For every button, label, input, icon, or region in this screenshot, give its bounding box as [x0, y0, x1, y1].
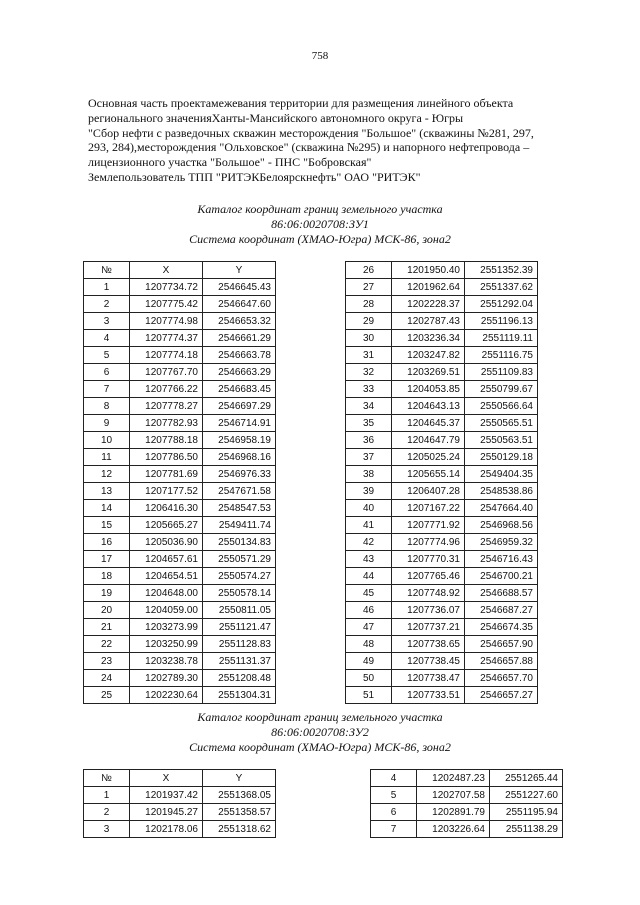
point-number-cell: 16: [84, 534, 130, 551]
y-coordinate-cell: 2546968.56: [465, 517, 538, 534]
point-number-cell: 30: [346, 330, 392, 347]
x-coordinate-cell: 1207737.21: [392, 619, 465, 636]
table-row: [346, 619, 538, 636]
point-number-cell: 44: [346, 568, 392, 585]
table-row: [346, 398, 538, 415]
y-coordinate-cell: 2551109.83: [465, 364, 538, 381]
point-number-cell: 24: [84, 670, 130, 687]
y-coordinate-cell: 2546700.21: [465, 568, 538, 585]
point-number-cell: 12: [84, 466, 130, 483]
y-coordinate-cell: 2551131.37: [203, 653, 276, 670]
x-coordinate-cell: 1204654.51: [130, 568, 203, 585]
x-coordinate-cell: 1202707.58: [417, 787, 490, 804]
x-coordinate-cell: 1203236.34: [392, 330, 465, 347]
y-coordinate-cell: 2550563.51: [465, 432, 538, 449]
table-row: [346, 347, 538, 364]
point-number-cell: 4: [371, 770, 417, 787]
point-number-cell: 40: [346, 500, 392, 517]
y-coordinate-cell: 2546645.43: [203, 279, 276, 296]
col-y-header: Y: [203, 262, 276, 279]
table-row: [346, 585, 538, 602]
table-row: [84, 534, 276, 551]
table-row: [84, 398, 276, 415]
catalog1-table-right: [345, 261, 538, 704]
y-coordinate-cell: 2551128.83: [203, 636, 276, 653]
table-row: [84, 670, 276, 687]
table-row: [346, 568, 538, 585]
y-coordinate-cell: 2546657.88: [465, 653, 538, 670]
y-coordinate-cell: 2547671.58: [203, 483, 276, 500]
table-row: [84, 466, 276, 483]
point-number-cell: 29: [346, 313, 392, 330]
point-number-cell: 4: [84, 330, 130, 347]
table-row: [84, 500, 276, 517]
x-coordinate-cell: 1207774.18: [130, 347, 203, 364]
x-coordinate-cell: 1207781.69: [130, 466, 203, 483]
x-coordinate-cell: 1207775.42: [130, 296, 203, 313]
y-coordinate-cell: 2551337.62: [465, 279, 538, 296]
table-row: [84, 636, 276, 653]
catalog1-table-left: [83, 261, 276, 704]
intro-line: регионального значенияХанты-Мансийского автономного округа - Югры: [88, 110, 464, 125]
table-row: [346, 449, 538, 466]
y-coordinate-cell: 2550129.18: [465, 449, 538, 466]
point-number-cell: 20: [84, 602, 130, 619]
caption-coord-system: Система координат (ХМАО-Югра) МСК-86, зона2: [189, 232, 451, 246]
x-coordinate-cell: 1202487.23: [417, 770, 490, 787]
point-number-cell: 37: [346, 449, 392, 466]
point-number-cell: 19: [84, 585, 130, 602]
table-row: [346, 687, 538, 704]
caption-title: Каталог координат границ земельного участка: [197, 710, 443, 724]
x-coordinate-cell: 1207788.18: [130, 432, 203, 449]
point-number-cell: 50: [346, 670, 392, 687]
x-coordinate-cell: 1203269.51: [392, 364, 465, 381]
table-row: [346, 517, 538, 534]
intro-line: лицензионного участка "Большое" - ПНС "Бобровская": [88, 155, 372, 170]
y-coordinate-cell: 2546697.29: [203, 398, 276, 415]
table-row: [84, 296, 276, 313]
table-row: [371, 787, 563, 804]
table-header-row: [84, 770, 276, 787]
table-row: [84, 687, 276, 704]
x-coordinate-cell: 1207738.65: [392, 636, 465, 653]
point-number-cell: 35: [346, 415, 392, 432]
y-coordinate-cell: 2546657.90: [465, 636, 538, 653]
table-header-row: [84, 262, 276, 279]
table-row: [84, 347, 276, 364]
y-coordinate-cell: 2546968.16: [203, 449, 276, 466]
table-row: [371, 821, 563, 838]
col-number-header: №: [84, 770, 130, 787]
x-coordinate-cell: 1207774.37: [130, 330, 203, 347]
table-row: [84, 568, 276, 585]
point-number-cell: 46: [346, 602, 392, 619]
y-coordinate-cell: 2550799.67: [465, 381, 538, 398]
y-coordinate-cell: 2546657.70: [465, 670, 538, 687]
x-coordinate-cell: 1203273.99: [130, 619, 203, 636]
y-coordinate-cell: 2551196.13: [465, 313, 538, 330]
table-row: [346, 296, 538, 313]
table-row: [84, 313, 276, 330]
table-row: [84, 279, 276, 296]
point-number-cell: 42: [346, 534, 392, 551]
x-coordinate-cell: 1203250.99: [130, 636, 203, 653]
x-coordinate-cell: 1207748.92: [392, 585, 465, 602]
table-row: [84, 602, 276, 619]
x-coordinate-cell: 1203226.64: [417, 821, 490, 838]
point-number-cell: 33: [346, 381, 392, 398]
y-coordinate-cell: 2546663.29: [203, 364, 276, 381]
y-coordinate-cell: 2550578.14: [203, 585, 276, 602]
point-number-cell: 9: [84, 415, 130, 432]
y-coordinate-cell: 2550571.29: [203, 551, 276, 568]
col-y-header: Y: [203, 770, 276, 787]
x-coordinate-cell: 1207736.07: [392, 602, 465, 619]
caption-title: Каталог координат границ земельного участка: [197, 202, 443, 216]
point-number-cell: 32: [346, 364, 392, 381]
table-row: [346, 466, 538, 483]
x-coordinate-cell: 1207733.51: [392, 687, 465, 704]
intro-text: [88, 96, 558, 185]
point-number-cell: 45: [346, 585, 392, 602]
point-number-cell: 6: [84, 364, 130, 381]
table-row: [346, 262, 538, 279]
y-coordinate-cell: 2551208.48: [203, 670, 276, 687]
x-coordinate-cell: 1202230.64: [130, 687, 203, 704]
page-number: 758: [311, 50, 329, 62]
x-coordinate-cell: 1207770.31: [392, 551, 465, 568]
point-number-cell: 36: [346, 432, 392, 449]
x-coordinate-cell: 1204647.79: [392, 432, 465, 449]
x-coordinate-cell: 1207734.72: [130, 279, 203, 296]
y-coordinate-cell: 2549411.74: [203, 517, 276, 534]
y-coordinate-cell: 2551227.60: [490, 787, 563, 804]
y-coordinate-cell: 2551368.05: [203, 787, 276, 804]
point-number-cell: 27: [346, 279, 392, 296]
point-number-cell: 13: [84, 483, 130, 500]
table-row: [346, 279, 538, 296]
table-row: [84, 653, 276, 670]
y-coordinate-cell: 2546683.45: [203, 381, 276, 398]
y-coordinate-cell: 2551292.04: [465, 296, 538, 313]
table-row: [346, 670, 538, 687]
y-coordinate-cell: 2551116.75: [465, 347, 538, 364]
y-coordinate-cell: 2548538.86: [465, 483, 538, 500]
caption-parcel-id: 86:06:0020708:ЗУ1: [271, 217, 369, 231]
point-number-cell: 14: [84, 500, 130, 517]
x-coordinate-cell: 1207771.92: [392, 517, 465, 534]
point-number-cell: 21: [84, 619, 130, 636]
x-coordinate-cell: 1204643.13: [392, 398, 465, 415]
y-coordinate-cell: 2549404.35: [465, 466, 538, 483]
intro-line: Землепользователь ТПП "РИТЭКБелоярскнефть" ОАО "РИТЭК": [88, 169, 421, 184]
x-coordinate-cell: 1201950.40: [392, 262, 465, 279]
point-number-cell: 31: [346, 347, 392, 364]
y-coordinate-cell: 2548547.53: [203, 500, 276, 517]
table-row: [346, 330, 538, 347]
x-coordinate-cell: 1202787.43: [392, 313, 465, 330]
x-coordinate-cell: 1207782.93: [130, 415, 203, 432]
point-number-cell: 38: [346, 466, 392, 483]
point-number-cell: 25: [84, 687, 130, 704]
point-number-cell: 18: [84, 568, 130, 585]
col-x-header: X: [130, 262, 203, 279]
table-row: [84, 449, 276, 466]
point-number-cell: 7: [84, 381, 130, 398]
table-row: [346, 381, 538, 398]
x-coordinate-cell: 1207774.98: [130, 313, 203, 330]
table-row: [84, 381, 276, 398]
x-coordinate-cell: 1207167.22: [392, 500, 465, 517]
table-row: [84, 364, 276, 381]
y-coordinate-cell: 2550566.64: [465, 398, 538, 415]
x-coordinate-cell: 1207738.45: [392, 653, 465, 670]
x-coordinate-cell: 1205025.24: [392, 449, 465, 466]
table-row: [84, 483, 276, 500]
x-coordinate-cell: 1202891.79: [417, 804, 490, 821]
table-row: [84, 787, 276, 804]
y-coordinate-cell: 2551358.57: [203, 804, 276, 821]
y-coordinate-cell: 2546647.60: [203, 296, 276, 313]
caption-coord-system: Система координат (ХМАО-Югра) МСК-86, зона2: [189, 740, 451, 754]
x-coordinate-cell: 1204657.61: [130, 551, 203, 568]
y-coordinate-cell: 2547664.40: [465, 500, 538, 517]
table-row: [371, 770, 563, 787]
x-coordinate-cell: 1205655.14: [392, 466, 465, 483]
x-coordinate-cell: 1201937.42: [130, 787, 203, 804]
x-coordinate-cell: 1207778.27: [130, 398, 203, 415]
y-coordinate-cell: 2546663.78: [203, 347, 276, 364]
table-row: [346, 432, 538, 449]
x-coordinate-cell: 1205665.27: [130, 517, 203, 534]
x-coordinate-cell: 1206407.28: [392, 483, 465, 500]
point-number-cell: 5: [84, 347, 130, 364]
table-row: [84, 517, 276, 534]
table-row: [346, 602, 538, 619]
point-number-cell: 34: [346, 398, 392, 415]
x-coordinate-cell: 1202789.30: [130, 670, 203, 687]
table-row: [346, 415, 538, 432]
y-coordinate-cell: 2550574.27: [203, 568, 276, 585]
y-coordinate-cell: 2546716.43: [465, 551, 538, 568]
table-row: [346, 364, 538, 381]
x-coordinate-cell: 1204059.00: [130, 602, 203, 619]
y-coordinate-cell: 2551304.31: [203, 687, 276, 704]
y-coordinate-cell: 2551195.94: [490, 804, 563, 821]
y-coordinate-cell: 2551352.39: [465, 262, 538, 279]
y-coordinate-cell: 2550565.51: [465, 415, 538, 432]
x-coordinate-cell: 1204648.00: [130, 585, 203, 602]
col-x-header: X: [130, 770, 203, 787]
point-number-cell: 8: [84, 398, 130, 415]
intro-line: Основная часть проектамежевания территории для размещения линейного объекта: [88, 96, 514, 110]
x-coordinate-cell: 1207765.46: [392, 568, 465, 585]
table-row: [346, 636, 538, 653]
point-number-cell: 3: [84, 313, 130, 330]
x-coordinate-cell: 1202178.06: [130, 821, 203, 838]
catalog2-caption: [0, 710, 640, 755]
x-coordinate-cell: 1205036.90: [130, 534, 203, 551]
point-number-cell: 11: [84, 449, 130, 466]
y-coordinate-cell: 2546688.57: [465, 585, 538, 602]
point-number-cell: 2: [84, 804, 130, 821]
catalog2-table-left: [83, 769, 276, 838]
point-number-cell: 48: [346, 636, 392, 653]
table-row: [84, 330, 276, 347]
point-number-cell: 10: [84, 432, 130, 449]
point-number-cell: 7: [371, 821, 417, 838]
point-number-cell: 51: [346, 687, 392, 704]
point-number-cell: 47: [346, 619, 392, 636]
y-coordinate-cell: 2546661.29: [203, 330, 276, 347]
table-row: [346, 653, 538, 670]
x-coordinate-cell: 1206416.30: [130, 500, 203, 517]
table-row: [84, 585, 276, 602]
y-coordinate-cell: 2550134.83: [203, 534, 276, 551]
caption-parcel-id: 86:06:0020708:ЗУ2: [271, 725, 369, 739]
point-number-cell: 15: [84, 517, 130, 534]
table-row: [346, 500, 538, 517]
point-number-cell: 43: [346, 551, 392, 568]
y-coordinate-cell: 2546674.35: [465, 619, 538, 636]
table-row: [346, 551, 538, 568]
x-coordinate-cell: 1204053.85: [392, 381, 465, 398]
y-coordinate-cell: 2551121.47: [203, 619, 276, 636]
table-row: [346, 313, 538, 330]
y-coordinate-cell: 2550811.05: [203, 602, 276, 619]
table-row: [84, 415, 276, 432]
y-coordinate-cell: 2546959.32: [465, 534, 538, 551]
x-coordinate-cell: 1207774.96: [392, 534, 465, 551]
x-coordinate-cell: 1201962.64: [392, 279, 465, 296]
x-coordinate-cell: 1207738.47: [392, 670, 465, 687]
x-coordinate-cell: 1201945.27: [130, 804, 203, 821]
point-number-cell: 6: [371, 804, 417, 821]
y-coordinate-cell: 2546687.27: [465, 602, 538, 619]
catalog1-caption: [0, 202, 640, 247]
table-row: [84, 821, 276, 838]
y-coordinate-cell: 2546653.32: [203, 313, 276, 330]
table-row: [84, 432, 276, 449]
x-coordinate-cell: 1207177.52: [130, 483, 203, 500]
point-number-cell: 41: [346, 517, 392, 534]
intro-line: "Сбор нефти с разведочных скважин месторождения "Большое" (скважины №281, 297,: [88, 125, 534, 140]
col-number-header: №: [84, 262, 130, 279]
x-coordinate-cell: 1202228.37: [392, 296, 465, 313]
intro-line: 293, 284),месторождения "Ольховское" (скважина №295) и напорного нефтепровода –: [88, 140, 530, 155]
point-number-cell: 22: [84, 636, 130, 653]
point-number-cell: 49: [346, 653, 392, 670]
point-number-cell: 39: [346, 483, 392, 500]
x-coordinate-cell: 1207766.22: [130, 381, 203, 398]
point-number-cell: 1: [84, 279, 130, 296]
y-coordinate-cell: 2546657.27: [465, 687, 538, 704]
y-coordinate-cell: 2546976.33: [203, 466, 276, 483]
x-coordinate-cell: 1207767.70: [130, 364, 203, 381]
x-coordinate-cell: 1207786.50: [130, 449, 203, 466]
point-number-cell: 3: [84, 821, 130, 838]
table-row: [346, 534, 538, 551]
point-number-cell: 17: [84, 551, 130, 568]
table-row: [371, 804, 563, 821]
table-row: [84, 619, 276, 636]
x-coordinate-cell: 1204645.37: [392, 415, 465, 432]
table-row: [346, 483, 538, 500]
point-number-cell: 26: [346, 262, 392, 279]
x-coordinate-cell: 1203247.82: [392, 347, 465, 364]
y-coordinate-cell: 2551138.29: [490, 821, 563, 838]
y-coordinate-cell: 2546714.91: [203, 415, 276, 432]
point-number-cell: 1: [84, 787, 130, 804]
point-number-cell: 28: [346, 296, 392, 313]
point-number-cell: 23: [84, 653, 130, 670]
catalog2-table-right: [370, 769, 563, 838]
y-coordinate-cell: 2546958.19: [203, 432, 276, 449]
table-row: [84, 551, 276, 568]
x-coordinate-cell: 1203238.78: [130, 653, 203, 670]
y-coordinate-cell: 2551119.11: [465, 330, 538, 347]
y-coordinate-cell: 2551265.44: [490, 770, 563, 787]
y-coordinate-cell: 2551318.62: [203, 821, 276, 838]
table-row: [84, 804, 276, 821]
point-number-cell: 5: [371, 787, 417, 804]
point-number-cell: 2: [84, 296, 130, 313]
